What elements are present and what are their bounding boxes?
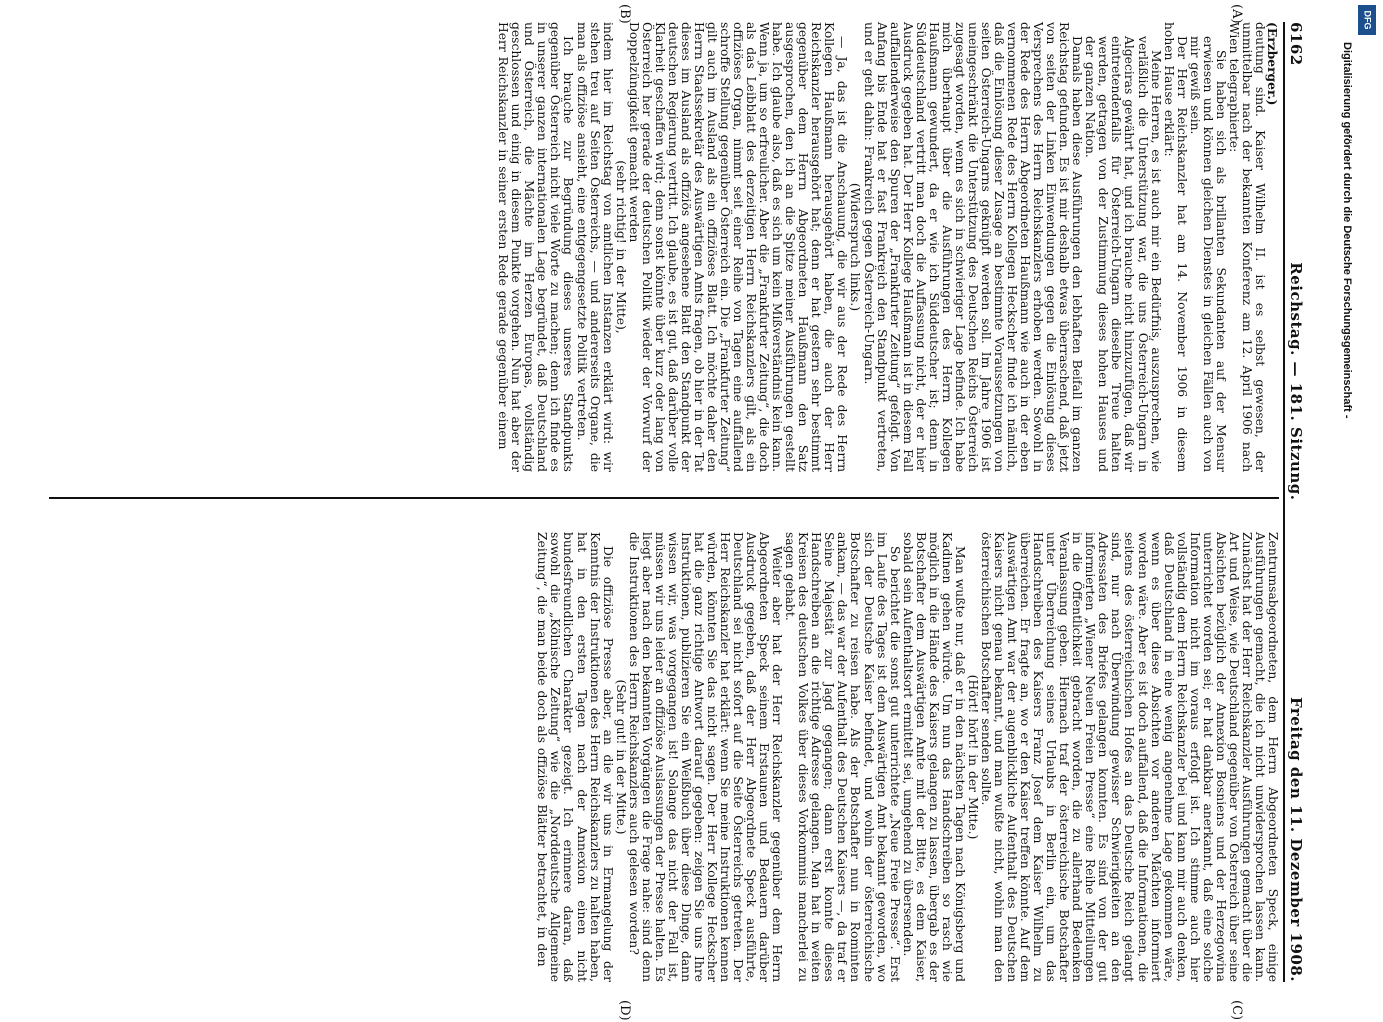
paragraph: indem hier im Reichstag von amtlichen Instanzen erklärt wird: wir stehen treu auf Seiten Österreichs, — und andererseits Organe, die man als offiziöse ansieht, eine entgegengesetzte Politik vertreten. <box>574 22 615 472</box>
page-header <box>1283 22 1313 982</box>
page-date: Freitag den 11. Dezember 1908. <box>1287 697 1306 982</box>
digitization-note: Digitalisierung gefördert durch die Deutsche Forschungsgemeinschaft - <box>1341 42 1353 419</box>
margin-mark-d: (D) <box>617 1000 632 1021</box>
dfg-logo: DFG <box>1358 5 1376 35</box>
left-column <box>496 4 1280 472</box>
column-divider <box>49 497 1279 499</box>
paragraph: Weiter aber hat der Herr Reichskanzler gegenüber dem Herrn Abgeordneten Speck seinem Erstaunen und Bedauern darüber Ausdruck gegeben, daß der Herr Abgeordnete Speck ausführte, Deutschland sei nicht sofort auf die Seite Österreichs getreten. Der Herr Reichskanzler hat erklärt: wenn Sie meine Instruktionen kennen würden, könnten Sie das nicht sagen. Der Herr Kollege Heckscher hat die ganz richtige Antwort darauf gegeben: zeigen Sie uns Ihre Instruktionen, publizieren Sie ein Weißbuch über diese Dinge, dann wissen wir, was vorgegangen ist! Solange das nicht der Fall ist, müssen wir uns leider an offiziöse Auslassungen der Presse halten. Es liegt aber nach den bekannten Vorgängen die Frage nahe: sind denn die Instruktionen des Herrn Reichskanzlers auch gelesen worden? <box>626 532 785 982</box>
paragraph: Zentrumsabgeordneten, dem Herrn Abgeordneten Speck, einige Ausführungen gemacht, die ich nicht unwidersprochen lassen kann. Zunächst hat der Herr Reichskanzler Ausführungen gemacht über die Art und Weise, wie Deutschland gegenüber von Österreich über seine Absichten bezüglich der Annexion Bosniens und der Herzegowina unterrichtet worden sei; er hat dankbar anerkannt, daß eine solche Information nicht im voraus erfolgt ist. Ich stimme auch hier vollständig dem Herrn Reichskanzler bei und kann mir auch denken, daß Deutschland in eine wenig angenehme Lage gekommen wäre, wenn es über diese Absichten vor anderen Mächten informiert worden wäre. Aber es ist doch auffallend, daß die Informationen, die seitens des österreichischen Hofes an das Deutsche Reich gelangt sind, nur nach Überwindung gewisser Schwierigkeiten an den Adressaten des Briefes gelangen konnten. Es sind von der gut informierten „Wiener Neuen Freien Presse“ eine Reihe Mitteilungen in die Öffentlichkeit gebracht worden, die zu allerhand Bedenken Veranlassung geben. Hiernach traf der österreichische Botschafter unter Überreichung seines Urlaubs in Berlin ein, um das Handschreiben des Kaisers Franz Josef dem Kaiser Wilhelm zu überreichen. Er fragte an, wo er den Kaiser treffen könnte. Auf dem Auswärtigen Amt war der augenblickliche Aufenthalt des Deutschen Kaisers nicht genau bekannt, und man wußte nicht, wohin man den österreichischen Botschafter senden sollte. <box>978 532 1280 982</box>
paragraph: Die offiziöse Presse aber, an die wir uns in Ermangelung der Kenntnis der Instruktionen des Herrn Reichskanzlers zu halten haben, hat in den ersten Tagen nach der Annexion einen nicht bundesfreundlichen Charakter gezeigt. Ich erinnere daran, daß sowohl die „Kölnische Zeitung“ wie die „Norddeutsche Allgemeine Zeitung“, die man beide doch als offiziöse Blätter betrachtet, in den <box>535 532 615 982</box>
interjection: (Sehr gut! in der Mitte.) <box>613 679 628 835</box>
paragraph: Man wußte nur, daß er in den nächsten Tagen nach Königsberg und Kadinen gehen würde. Um nun das Handschreiben so rasch wie möglich in die Hände des Kaisers gelangen zu lassen, übergab es der Botschafter dem Auswärtigen Amte mit der Bitte, es dem Kaiser, sobald sein Aufenthaltsort ermittelt sei, umgehend zu übersenden. <box>900 532 967 982</box>
right-column <box>535 532 1280 1021</box>
speaker-name: (Erzberger.) <box>1265 22 1280 106</box>
page-title: Reichstag. — 181. Sitzung. <box>1287 262 1306 501</box>
quote-paragraph: Sie haben sich als brillanten Sekundanten auf der Mensur erwiesen und können gleichen Dienstes in gleichen Fällen auch von mir gewiß sein. <box>1187 36 1228 472</box>
paragraph: deutung sind. Kaiser Wilhelm II. ist es selbst gewesen, der unmittelbar nach der bekannten Konferenz am 12. April 1906 nach Wien telegraphierte: <box>1226 22 1267 472</box>
margin-mark-b: (B) <box>617 4 632 24</box>
paragraph: Damals haben diese Ausführungen den lebhaften Beifall im ganzen Reichstag gefunden. Es ist mir deshalb etwas überraschend, daß jetzt von seiten der Linken Einwendungen gegen die Einlösung dieses Versprechens des Herrn Reichskanzlers erhoben werden. Sowohl in der Rede des Herrn Abgeordneten Haußmann wie auch in der eben vernommenen Rede des Herrn Kollegen Heckscher finde ich nämlich, daß die Einlösung dieser Zusage an bestimmte Voraussetzungen von seiten Österreich-Ungarns geknüpft werden soll. Im Jahre 1906 ist uneingeschränkt die Unterstützung des Deutschen Reichs Österreich zugesagt worden, wenn es sich in schwieriger Lage befinde. Ich habe mich überhaupt über die Ausführungen des Herrn Kollegen Haußmann gewundert, da er wie ich Süddeutscher ist; denn in Süddeutschland vertritt man doch die Auffassung nicht, der er hier Ausdruck gegeben hat. Der Herr Kollege Haußmann ist in diesem Fall auffallenderweise den Spuren der „Frankfurter Zeitung“ gefolgt. Von Anfang bis Ende hat er fast Frankreich den Standpunkt vertreten, und er geht dahin: Frankreich gegen Österreich-Ungarn. <box>861 22 1085 472</box>
margin-mark-a: (A) <box>1229 4 1244 24</box>
paragraph: Ich brauche zur Begründung dieses unseres Standpunkts gegenüber Österreich nicht viele Worte zu machen; denn ich finde es in unserer ganzen internationalen Lage begründet, daß Deutschland und Österreich, die Mächte im Herzen Europas, vollständig geschlossen und einig in diesem Punkte vorgehen. Nun hat aber der Herr Reichskanzler in seiner ersten Rede gerade gegenüber einem <box>496 22 576 472</box>
interjection: (sehr richtig! in der Mitte), <box>613 160 628 334</box>
paragraph: Der Herr Reichskanzler hat am 14. November 1906 in diesem hohen Hause erklärt: <box>1161 22 1189 472</box>
page-number: 6162 <box>1287 22 1306 66</box>
paragraph: So berichtet die sonst gut unterrichtete „Neue Freie Presse“. Erst im Laufe des Tages ist dem Auswärtigen Amt bekannt geworden, wo sich der Deutsche Kaiser befindet, und wohin der österreichische Botschafter zu reisen habe. Als der Botschafter nun in Rominten ankam, — das war der Aufenthalt des Deutschen Kaisers —, da traf er Seine Majestät zur Jagd gegangen; dann erst konnte dieses Handschreiben an die richtige Adresse gelangen. Man hat in weiten Kreisen des deutschen Volkes über dieses Vorkommnis mancherlei zu sagen gehabt. <box>783 532 902 982</box>
margin-mark-c: (C) <box>1229 1000 1244 1021</box>
paragraph: — Ja, das ist die Anschauung, die wir aus der Rede des Herrn Kollegen Haußmann herausgehört haben, die auch der Herr Reichskanzler herausgehört hat; denn er hat gestern sehr bestimmt gegenüber dem Herrn Abgeordneten Haußmann den Satz ausgesprochen, den ich an die Spitze meiner Ausführungen gestellt habe. Ich glaube also, daß es sich um kein Mißverständnis kein kann. Wenn ja, um so erfreulicher. Aber die „Frankfurter Zeitung“, die doch als das Leibblatt des derzeitigen Herrn Reichskanzlers gilt, als ein offiziöses Organ, nimmt seit einer Reihe von Tagen eine auffallend schroffe Stellung gegenüber Österreich ein. Die „Frankfurter Zeitung“ gilt auch im Ausland als ein offiziöses Blatt. Ich möchte daher den Herrn Staatssekretär des Auswärtigen Amts fragen, ob hier in der Tat dieses im Ausland als offiziös angesehene Blatt den Standpunkt der deutschen Regierung vertritt. Ich glaube, es ist gut, daß darüber volle Klarheit geschaffen wird; denn sonst könnte über kurz oder lang von Österreich her gerade der deutschen Politik wieder der Vorwurf der Doppelzüngigkeit gemacht werden <box>626 22 850 472</box>
interjection: (Widerspruch links.) <box>848 182 863 312</box>
quote-paragraph: Meine Herren, es ist auch mir ein Bedürfnis, auszusprechen, wie verläßlich die Unterstützung war, die uns Österreich-Ungarn in Algeciras gewährt hat, und ich brauche nicht hinzuzufügen, daß wir eintretendenfalls für Österreich-Ungarn dieselbe Treue halten werden, getragen von der Zustimmung dieses hohen Hauses und der ganzen Nation. <box>1083 36 1163 472</box>
interjection: (Hört! hört! in der Mitte.) <box>965 674 980 840</box>
